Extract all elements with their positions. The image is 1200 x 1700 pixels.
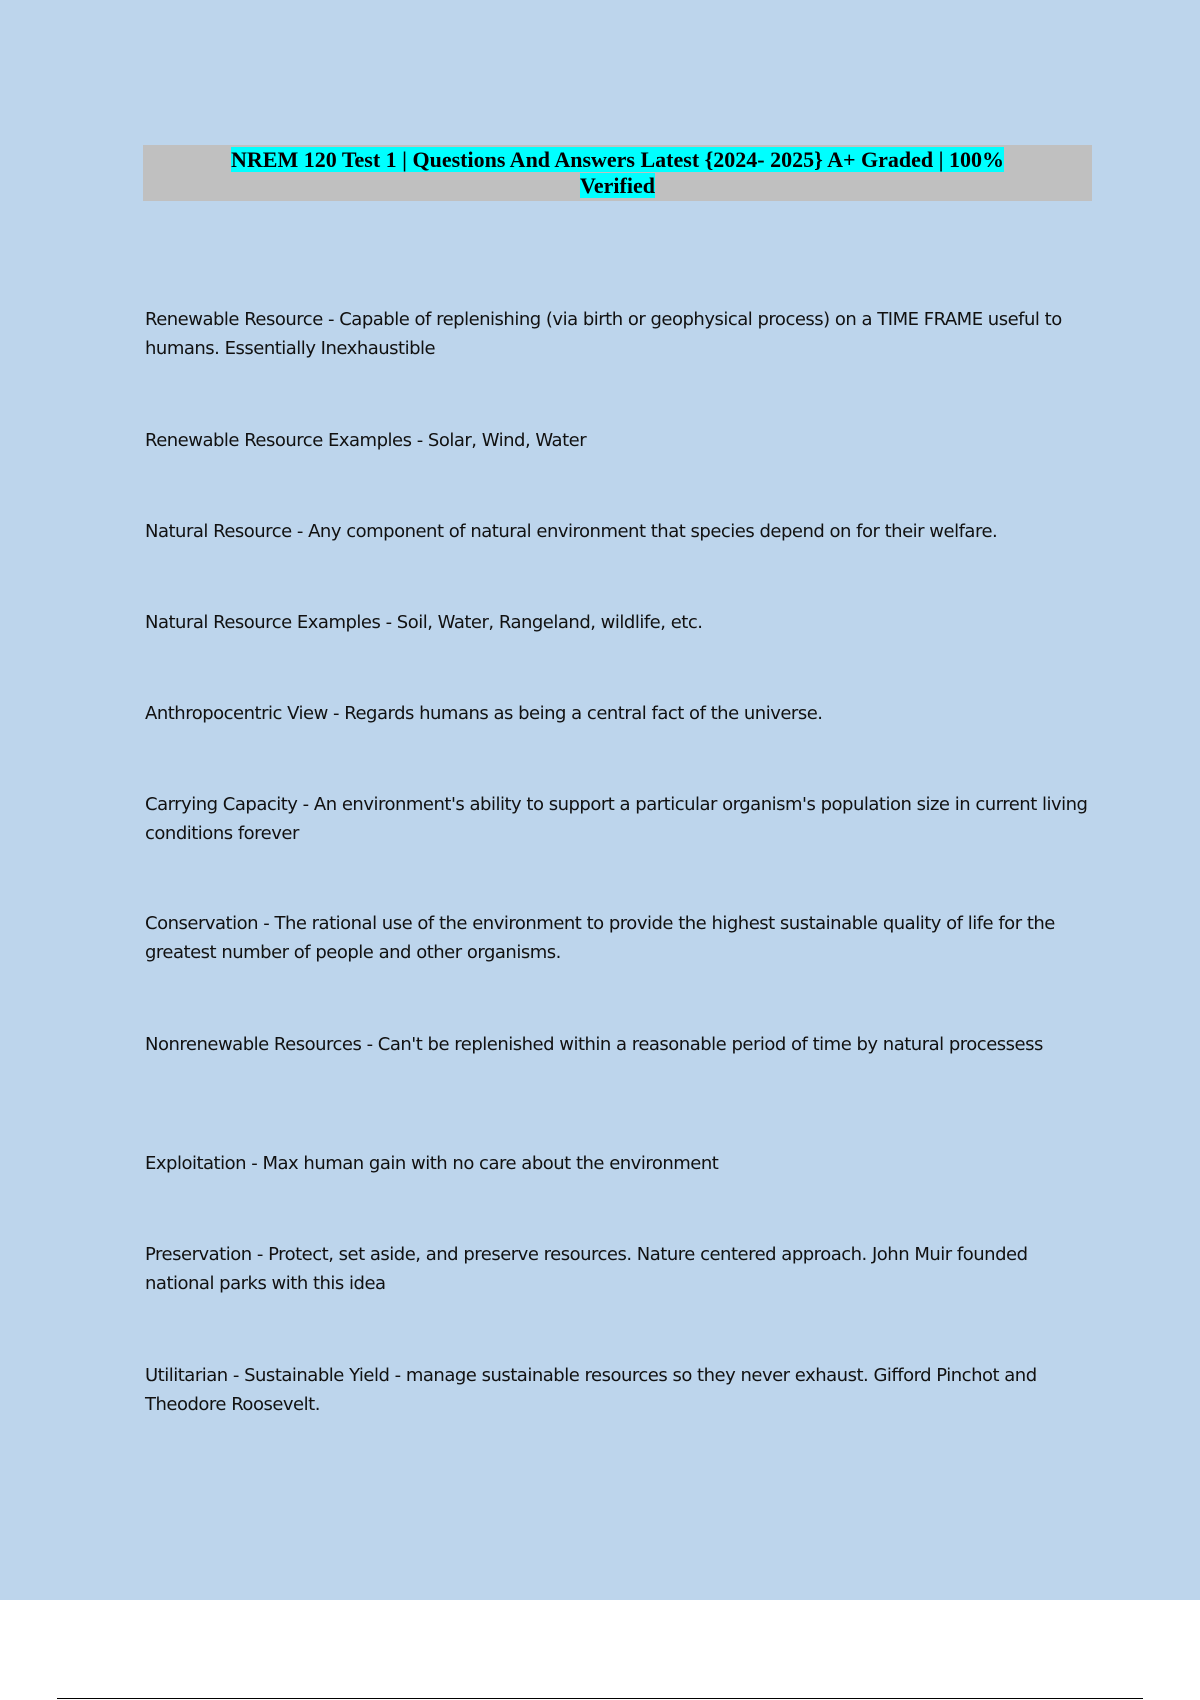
title-line-2: Verified	[580, 173, 655, 198]
definition-exploitation: Exploitation - Max human gain with no care about the environment	[145, 1153, 719, 1174]
definition-natural-resource-examples: Natural Resource Examples - Soil, Water, Rangeland, wildlife, etc.	[145, 612, 703, 633]
title-line-1: NREM 120 Test 1 | Questions And Answers Latest {2024- 2025} A+ Graded | 100%	[231, 147, 1004, 172]
definition-renewable-resource-examples: Renewable Resource Examples - Solar, Wind, Water	[145, 430, 587, 451]
definition-nonrenewable-resources: Nonrenewable Resources - Can't be replenished within a reasonable period of time by natural processess	[145, 1034, 1043, 1055]
definition-carrying-capacity: Carrying Capacity - An environment's ability to support a particular organism's population size in current living conditions forever	[145, 794, 1088, 844]
definition-utilitarian: Utilitarian - Sustainable Yield - manage sustainable resources so they never exhaust. Gifford Pinchot and Theodore Roosevelt.	[145, 1365, 1037, 1415]
definition-conservation: Conservation - The rational use of the environment to provide the highest sustainable quality of life for the greatest number of people and other organisms.	[145, 913, 1055, 963]
definition-renewable-resource: Renewable Resource - Capable of replenishing (via birth or geophysical process) on a TIME FRAME useful to humans. Essentially Inexhaustible	[145, 309, 1062, 359]
document-title	[143, 145, 1092, 201]
definition-anthropocentric-view: Anthropocentric View - Regards humans as being a central fact of the universe.	[145, 703, 823, 724]
footer-divider	[57, 1698, 1143, 1699]
definition-preservation: Preservation - Protect, set aside, and preserve resources. Nature centered approach. John Muir founded national parks with this idea	[145, 1244, 1028, 1294]
definition-natural-resource: Natural Resource - Any component of natural environment that species depend on for their welfare.	[145, 521, 998, 542]
